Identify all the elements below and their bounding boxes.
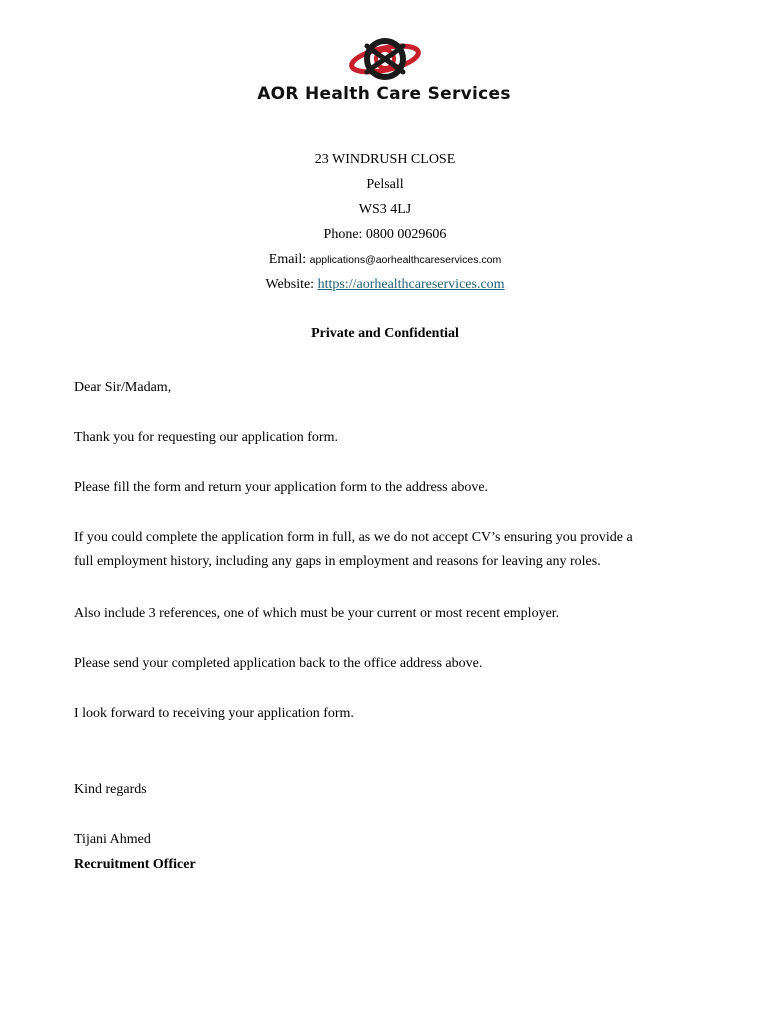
address-email-line [0, 249, 770, 274]
paragraph-complete-line2: full employment history, including any gaps in employment and reasons for leaving any roles. [74, 554, 601, 569]
address-town: Pelsall [366, 177, 404, 192]
paragraph-instructions: Please fill the form and return your application form to the address above. [74, 480, 489, 495]
address-postcode: WS3 4LJ [358, 202, 412, 217]
paragraph-references: Also include 3 references, one of which must be your current or most recent employer. [74, 606, 560, 621]
address-phone: Phone: 0800 0029606 [323, 227, 447, 242]
logo-emblem-icon [345, 36, 425, 82]
paragraph-complete-line1: If you could complete the application form in full, as we do not accept CV’s ensuring you provide a [74, 530, 633, 545]
closing: Kind regards [74, 782, 147, 797]
address-street: 23 WINDRUSH CLOSE [314, 152, 456, 167]
website-link[interactable]: https://aorhealthcareservices.com [317, 277, 505, 292]
signer-title: Recruitment Officer [74, 857, 196, 872]
logo-wordmark: AOR Health Care Services [257, 84, 511, 104]
website-label: Website: [265, 277, 315, 292]
address-block [0, 149, 770, 299]
signer-name: Tijani Ahmed [74, 832, 151, 847]
paragraph-send: Please send your completed application back to the office address above. [74, 656, 483, 671]
paragraph-thanks: Thank you for requesting our application form. [74, 430, 338, 445]
salutation: Dear Sir/Madam, [74, 380, 172, 395]
address-website-line [0, 274, 770, 299]
email-value: applications@aorhealthcareservices.com [309, 254, 502, 266]
confidential-heading: Private and Confidential [311, 326, 459, 341]
paragraph-look-forward: I look forward to receiving your application form. [74, 706, 354, 721]
email-label: Email: [268, 252, 307, 267]
company-logo [0, 36, 770, 104]
